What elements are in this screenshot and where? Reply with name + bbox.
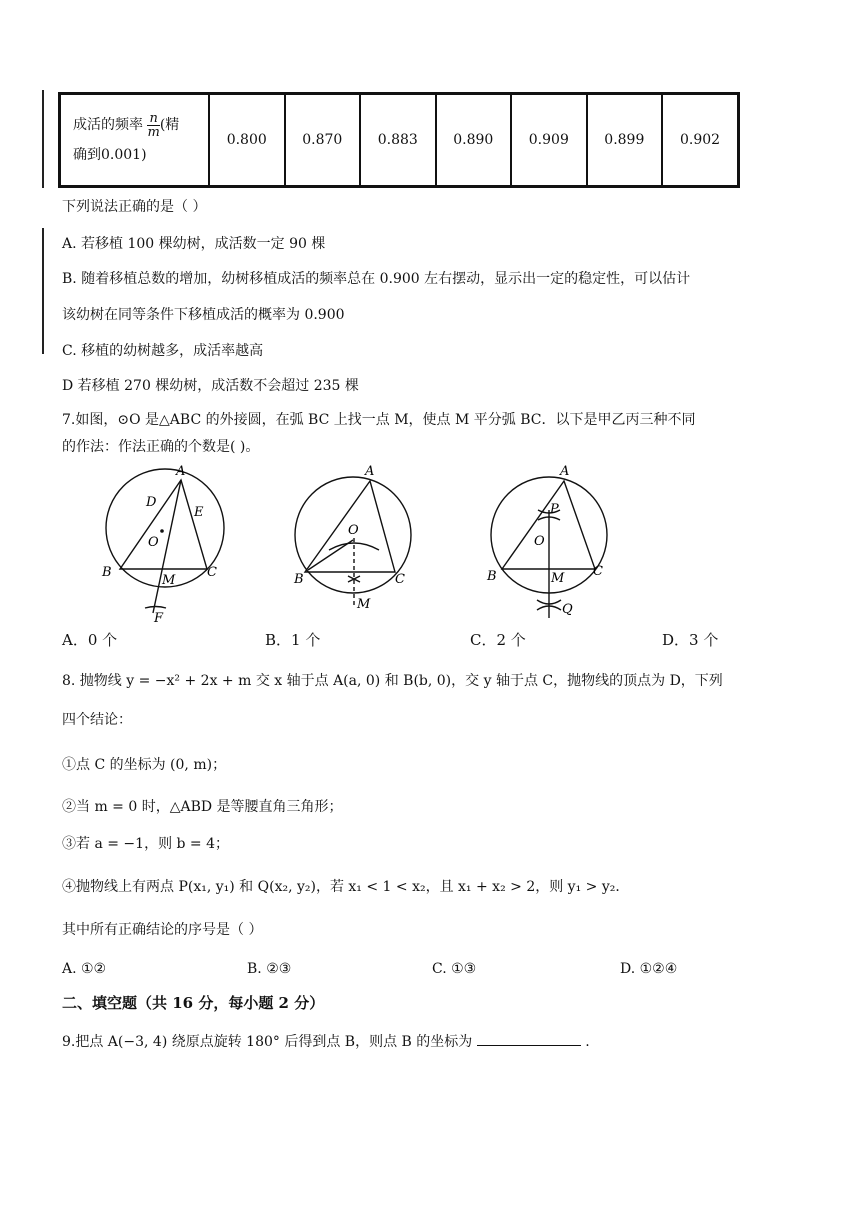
label-m: M <box>551 571 565 586</box>
q6-option-c: C. 移植的幼树越多，成活率越高 <box>62 343 264 359</box>
label-o: O <box>534 534 545 549</box>
q7-option-c: C．2 个 <box>470 631 526 649</box>
q8-conclusion-4: ④抛物线上有两点 P(x₁, y₁) 和 Q(x₂, y₂)，若 x₁ < 1 < x₂，且 x₁ + x₂ > 2，则 y₁ > y₂． <box>62 879 630 895</box>
header-line2: 确到0.001) <box>73 147 147 163</box>
table-row <box>60 94 739 187</box>
q8-option-c: C. ①③ <box>432 961 477 977</box>
label-p: P <box>550 502 559 517</box>
table-cell: 0.800 <box>209 94 285 187</box>
label-f: F <box>154 611 164 626</box>
q7-option-a: A．0 个 <box>62 631 118 649</box>
q9-prefix: 9.把点 A(−3, 4) 绕原点旋转 180° 后得到点 B，则点 B 的坐标为 <box>62 1034 473 1050</box>
fraction-denominator: m <box>147 124 160 140</box>
label-m: M <box>162 573 176 588</box>
label-a: A <box>560 464 570 479</box>
q6-option-b-line2: 该幼树在同等条件下移植成活的概率为 0.900 <box>62 307 345 323</box>
section-2-title: 二、填空题（共 16 分，每小题 2 分） <box>62 994 325 1012</box>
figure-2-construction <box>284 458 434 618</box>
q7-line1: 7.如图，⊙O 是△ABC 的外接圆，在弧 BC 上找一点 M，使点 M 平分弧 BC．以下是甲乙丙三种不同 <box>62 412 696 428</box>
q8-line1: 8. 抛物线 y = −x² + 2x + m 交 x 轴于点 A(a, 0) 和 B(b, 0)，交 y 轴于点 C，抛物线的顶点为 D，下列 <box>62 673 723 689</box>
q9-line <box>62 1030 590 1052</box>
table-cell: 0.909 <box>511 94 587 187</box>
q6-stem: 下列说法正确的是（ ） <box>62 199 207 215</box>
label-m: M <box>357 597 371 612</box>
table-cell: 0.890 <box>436 94 512 187</box>
table-header-cell <box>60 94 210 187</box>
q8-line2: 四个结论： <box>62 712 132 728</box>
table-cell: 0.883 <box>360 94 436 187</box>
q6-option-d: D 若移植 270 棵幼树，成活数不会超过 235 棵 <box>62 378 359 394</box>
label-c: C <box>395 572 405 587</box>
label-a: A <box>365 464 375 479</box>
label-b: B <box>487 569 497 584</box>
label-e: E <box>194 505 204 520</box>
q9-answer-blank[interactable] <box>477 1030 581 1046</box>
table-cell: 0.870 <box>285 94 361 187</box>
label-q: Q <box>562 602 573 617</box>
fraction-numerator: n <box>149 110 158 126</box>
table-cell: 0.899 <box>587 94 663 187</box>
q8-conclusion-3: ③若 a = −1，则 b = 4； <box>62 836 230 852</box>
triangle-abc <box>120 480 207 569</box>
label-b: B <box>294 572 304 587</box>
label-o: O <box>148 535 159 550</box>
table-cell: 0.902 <box>662 94 738 187</box>
label-c: C <box>593 564 603 579</box>
q9-suffix: . <box>585 1034 590 1050</box>
fraction-n-over-m <box>147 112 159 139</box>
q7-line2: 的作法：作法正确的个数是( )。 <box>62 439 260 455</box>
label-c: C <box>207 565 217 580</box>
q7-option-d: D．3 个 <box>662 631 719 649</box>
q8-option-b: B. ②③ <box>247 961 292 977</box>
label-o: O <box>348 523 359 538</box>
q8-conclusion-2: ②当 m = 0 时，△ABD 是等腰直角三角形； <box>62 799 343 815</box>
q8-option-d: D. ①②④ <box>620 961 678 977</box>
segment-ob <box>308 540 353 570</box>
q7-option-b: B．1 个 <box>265 631 321 649</box>
q6-option-b-line1: B. 随着移植总数的增加，幼树移植成活的频率总在 0.900 左右摆动，显示出一定的稳定性，可以估计 <box>62 271 691 287</box>
q8-conclusion-1: ①点 C 的坐标为 (0, m)； <box>62 757 227 773</box>
label-a: A <box>176 464 186 479</box>
margin-bar-top <box>42 90 44 188</box>
label-d: D <box>146 495 157 510</box>
header-label: 成活的频率 <box>73 117 143 133</box>
margin-bar-bottom <box>42 228 44 354</box>
q8-option-a: A. ①② <box>62 961 107 977</box>
figure-1-construction <box>90 458 240 628</box>
label-b: B <box>102 565 112 580</box>
figure-3-construction <box>476 458 626 628</box>
header-paren: (精 <box>159 117 180 133</box>
frequency-table <box>58 92 740 188</box>
q8-ask: 其中所有正确结论的序号是（ ） <box>62 922 263 938</box>
arc-mark <box>145 607 166 609</box>
q6-option-a: A. 若移植 100 棵幼树，成活数一定 90 棵 <box>62 236 326 252</box>
